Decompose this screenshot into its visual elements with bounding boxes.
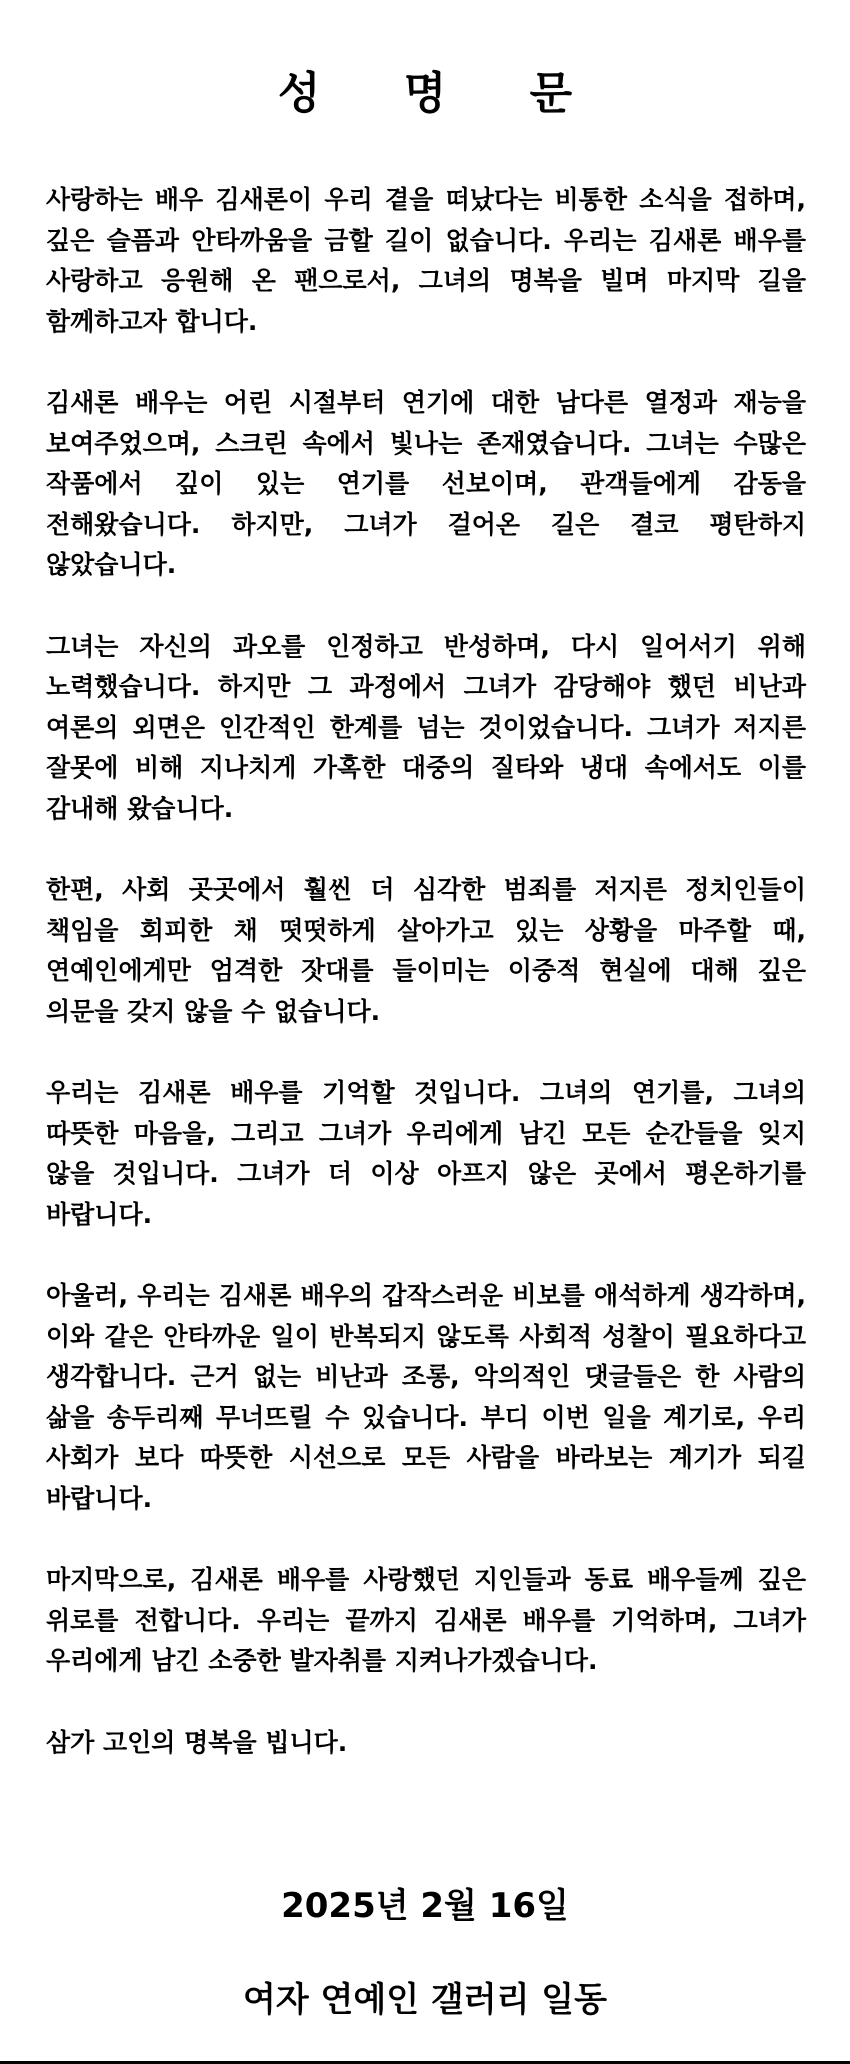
paragraph-3: 그녀는 자신의 과오를 인정하고 반성하며, 다시 일어서기 위해 노력했습니다. 하지만 그 과정에서 그녀가 감당해야 했던 비난과 여론의 외면은 인간적인 한계를 넘는 것이었습니다. 그녀가 저지른 잘못에 비해 지나치게 가혹한 대중의 질타와 냉대 속에서도 이를 감내해 왔습니다.	[46, 631, 806, 823]
paragraph-1: 사랑하는 배우 김새론이 우리 곁을 떠났다는 비통한 소식을 접하며, 깊은 슬픔과 안타까움을 금할 길이 없습니다. 우리는 김새론 배우를 사랑하고 응원해 온 팬으로서, 그녀의 명복을 빌며 마지막 길을 함께하고자 합니다.	[46, 185, 806, 336]
paragraph-4: 한편, 사회 곳곳에서 훨씬 더 심각한 범죄를 저지른 정치인들이 책임을 회피한 채 떳떳하게 살아가고 있는 상황을 마주할 때, 연예인에게만 엄격한 잣대를 들이미는 이중적 현실에 대해 깊은 의문을 갖지 않을 수 없습니다.	[46, 875, 806, 1026]
paragraph-7: 마지막으로, 김새론 배우를 사랑했던 지인들과 동료 배우들께 깊은 위로를 전합니다. 우리는 끝까지 김새론 배우를 기억하며, 그녀가 우리에게 남긴 소중한 발자취를 지켜나가겠습니다.	[46, 1565, 806, 1676]
paragraph-8: 삼가 고인의 명복을 빕니다.	[46, 1727, 348, 1757]
paragraph-2: 김새론 배우는 어린 시절부터 연기에 대한 남다른 열정과 재능을 보여주었으며, 스크린 속에서 빛나는 존재였습니다. 그녀는 수많은 작품에서 깊이 있는 연기를 선보이며, 관객들에게 감동을 전해왔습니다. 하지만, 그녀가 걸어온 길은 결코 평탄하지 않았습니다.	[46, 387, 806, 580]
document-title: 성 명 문	[277, 68, 607, 120]
paragraph-5: 우리는 김새론 배우를 기억할 것입니다. 그녀의 연기를, 그녀의 따뜻한 마음을, 그리고 그녀가 우리에게 남긴 모든 순간들을 잊지 않을 것입니다. 그녀가 더 이상 아프지 않은 곳에서 평온하기를 바랍니다.	[46, 1078, 806, 1229]
paragraph-6: 아울러, 우리는 김새론 배우의 갑작스러운 비보를 애석하게 생각하며, 이와 같은 안타까운 일이 반복되지 않도록 사회적 성찰이 필요하다고 생각합니다. 근거 없는 비난과 조롱, 악의적인 댓글들은 한 사람의 삶을 송두리째 무너뜨릴 수 있습니다. 부디 이번 일을 계기로, 우리 사회가 보다 따뜻한 시선으로 모든 사람을 바라보는 계기가 되길 바랍니다.	[46, 1281, 806, 1513]
statement-body	[46, 180, 806, 1763]
statement-signature: 여자 연예인 갤러리 일동	[243, 1980, 607, 2020]
statement-date: 2025년 2월 16일	[281, 1886, 569, 1926]
